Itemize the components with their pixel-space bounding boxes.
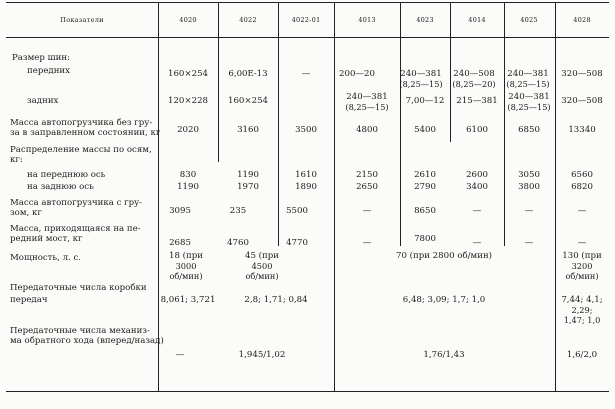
table-cell: 235	[229, 206, 247, 216]
table-cell: 200—20	[339, 69, 375, 79]
table-cell: —	[362, 206, 372, 216]
table-cell: —	[472, 206, 482, 216]
table-cell: (8,25—15)	[507, 102, 551, 112]
header-cell-indicators: Показатели	[60, 16, 104, 24]
column-divider	[504, 2, 505, 246]
header-cell-model: 4013	[358, 16, 376, 24]
table-cell: об/мин)	[245, 271, 279, 281]
table-cell: 320—508	[561, 69, 603, 79]
table-cell: —	[362, 238, 372, 248]
table-cell: 3800	[518, 182, 540, 192]
header-bottom-rule	[6, 37, 609, 38]
column-divider	[158, 2, 159, 391]
table-cell: 3160	[237, 125, 259, 135]
table-cell: 6100	[466, 125, 488, 135]
table-cell: 4800	[356, 125, 378, 135]
table-cell: 4500	[251, 261, 273, 271]
table-cell: 240—381	[508, 92, 550, 102]
row-label: передних	[27, 66, 70, 76]
table-cell: —	[524, 206, 534, 216]
row-label: на переднюю ось	[27, 170, 106, 180]
row-label: на заднюю ось	[27, 182, 94, 192]
column-divider	[334, 2, 335, 391]
row-label: зом, кг	[10, 208, 42, 218]
table-cell: 160×254	[167, 69, 209, 79]
table-cell: 3050	[518, 170, 540, 180]
table-cell: 4760	[227, 238, 249, 248]
column-divider	[555, 2, 556, 391]
row-label: передач	[10, 295, 48, 305]
table-cell: —	[175, 350, 185, 360]
table-cell: (8,25—15)	[399, 79, 443, 89]
table-cell: —	[577, 238, 587, 248]
header-cell-model: 4014	[468, 16, 486, 24]
table-cell: 1,76/1,43	[423, 350, 465, 360]
table-cell: 240—381	[346, 92, 388, 102]
table-cell: 215—381	[456, 96, 498, 106]
table-cell: 3500	[295, 125, 317, 135]
table-cell: 8,061; 3,721	[160, 295, 216, 305]
table-cell: 5500	[286, 206, 308, 216]
table-cell: 3200	[571, 261, 593, 271]
table-cell: 2600	[466, 170, 488, 180]
table-cell: 2,8; 1,71; 0,84	[244, 295, 308, 305]
table-cell: 1610	[295, 170, 317, 180]
table-cell: 7,00—12	[405, 96, 445, 106]
column-divider	[450, 2, 451, 142]
table-cell: 1970	[237, 182, 259, 192]
table-cell: —	[301, 69, 311, 79]
table-cell: 6,48; 3,09; 1,7; 1,0	[402, 295, 486, 305]
table-cell: 70 (при 2800 об/мин)	[395, 251, 493, 261]
table-cell: об/мин)	[565, 271, 599, 281]
table-cell: 1,6/2,0	[566, 350, 598, 360]
table-cell: 7,44; 4,1;	[561, 295, 603, 305]
table-cell: 2790	[414, 182, 436, 192]
table-cell: 6,00Е-13	[228, 69, 268, 79]
row-label: ма обратного хода (вперед/назад)	[10, 336, 164, 346]
row-label: за в заправленном состоянии, кг	[10, 128, 161, 138]
header-cell-model: 4020	[179, 16, 197, 24]
table-cell: 240—381	[400, 69, 442, 79]
header-cell-model: 4023	[416, 16, 434, 24]
table-cell: (8,25—20)	[452, 79, 496, 89]
table-cell: 3000	[175, 261, 197, 271]
table-cell: 830	[179, 170, 197, 180]
table-cell: (8,25—15)	[506, 79, 550, 89]
table-cell: 2,29;	[571, 305, 593, 315]
row-label: Передаточные числа коробки	[10, 283, 147, 293]
table-cell: 2020	[177, 125, 199, 135]
table-cell: 13340	[568, 125, 596, 135]
table-cell: 1,945/1,02	[238, 350, 286, 360]
table-cell: 120×228	[167, 96, 209, 106]
table-cell: 4770	[286, 238, 308, 248]
table-cell: 240—381	[507, 69, 549, 79]
table-cell: 5400	[414, 125, 436, 135]
row-label: Масса автопогрузчика без гру-	[10, 118, 153, 128]
table-cell: 7800	[414, 234, 436, 244]
table-cell: 45 (при	[245, 251, 279, 261]
table-cell: 2685	[169, 238, 191, 248]
table-top-rule	[6, 2, 609, 3]
table-cell: 8650	[414, 206, 436, 216]
table-cell: —	[524, 238, 534, 248]
header-cell-model: 4022	[239, 16, 257, 24]
table-cell: 1,47; 1,0	[563, 315, 601, 325]
table-cell: об/мин)	[169, 271, 203, 281]
header-cell-model: 4022-01	[291, 16, 321, 24]
row-label: Распределение массы по осям,	[10, 145, 152, 155]
table-cell: 240—508	[453, 69, 495, 79]
table-cell: 3095	[169, 206, 191, 216]
table-cell: 18 (при	[169, 251, 203, 261]
column-divider	[278, 2, 279, 246]
row-label: кг:	[10, 155, 23, 165]
table-cell: (8,25—15)	[345, 102, 389, 112]
column-divider	[400, 2, 401, 246]
row-label: Масса, приходящаяся на пе-	[10, 224, 141, 234]
row-label: Мощность, л. с.	[10, 253, 82, 263]
row-label: задних	[27, 96, 59, 106]
table-cell: 320—508	[561, 96, 603, 106]
header-cell-model: 4025	[520, 16, 538, 24]
header-cell-model: 4028	[573, 16, 591, 24]
table-cell: 1190	[237, 170, 259, 180]
table-cell: 6820	[571, 182, 593, 192]
row-label: Размер шин:	[12, 53, 70, 63]
table-cell: —	[472, 238, 482, 248]
table-cell: 2650	[356, 182, 378, 192]
table-cell: —	[577, 206, 587, 216]
table-cell: 130 (при	[562, 251, 602, 261]
table-cell: 160×254	[227, 96, 269, 106]
table-bottom-rule	[6, 391, 609, 392]
row-label: Масса автопогрузчика с гру-	[10, 198, 143, 208]
table-cell: 6560	[571, 170, 593, 180]
row-label: Передаточные числа механиз-	[10, 326, 150, 336]
table-cell: 3400	[466, 182, 488, 192]
table-cell: 1890	[295, 182, 317, 192]
table-cell: 1190	[177, 182, 199, 192]
table-cell: 2610	[414, 170, 436, 180]
table-cell: 2150	[356, 170, 378, 180]
column-divider	[218, 2, 219, 162]
row-label: редний мост, кг	[10, 234, 83, 244]
table-cell: 6850	[518, 125, 540, 135]
